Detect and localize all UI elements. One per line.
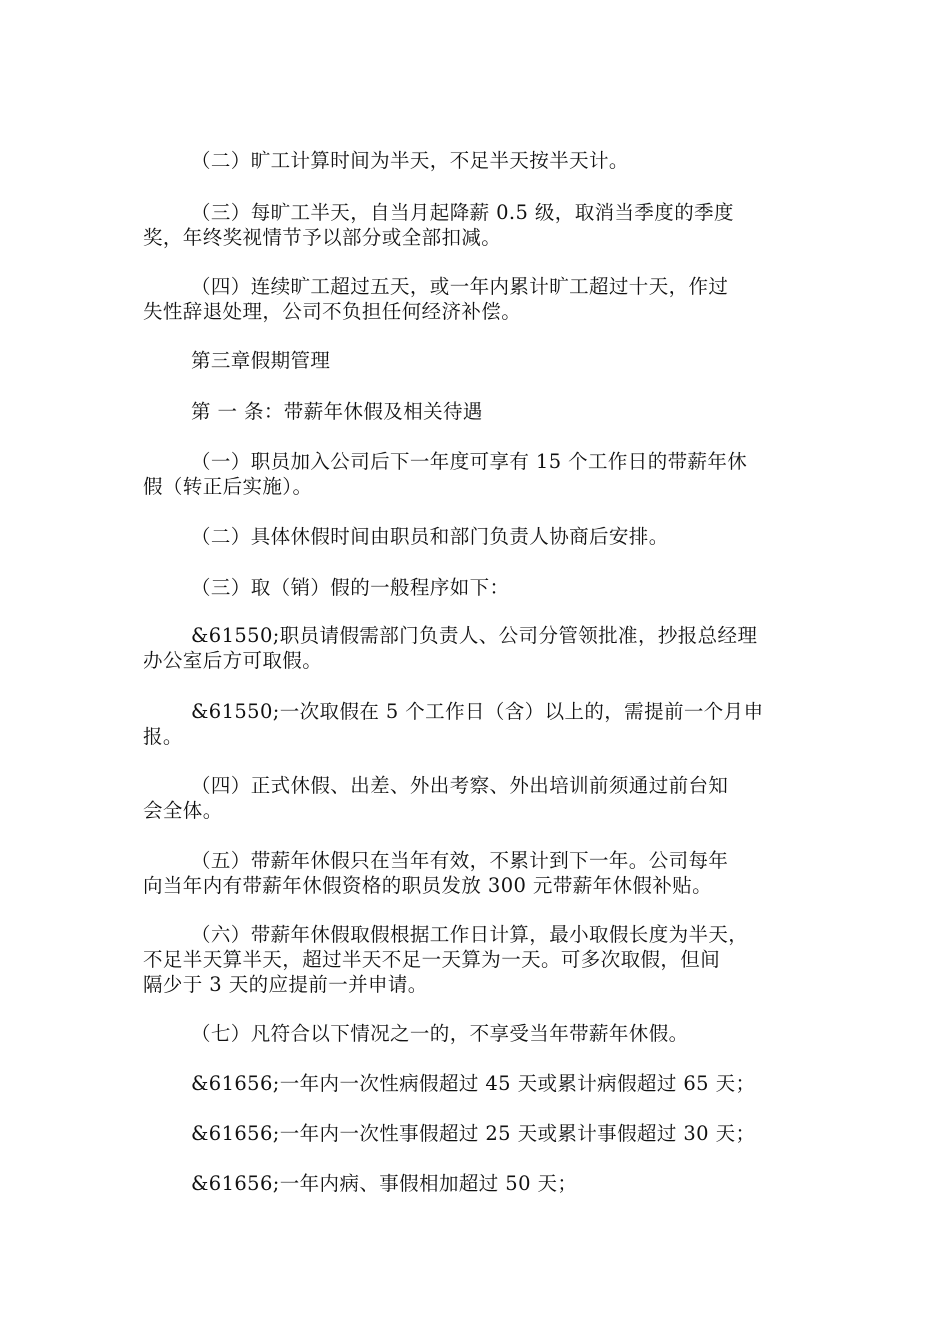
paragraph-line: （二）具体休假时间由职员和部门负责人协商后安排。 bbox=[191, 525, 669, 548]
paragraph-line: （五）带薪年休假只在当年有效，不累计到下一年。公司每年 bbox=[191, 849, 729, 872]
paragraph bbox=[143, 773, 813, 823]
paragraph bbox=[143, 274, 813, 324]
paragraph-line: （四）正式休假、出差、外出考察、外出培训前须通过前台知 bbox=[191, 774, 729, 797]
paragraph-line: &61550;一次取假在 5 个工作日（含）以上的，需提前一个月申 bbox=[191, 700, 764, 723]
list-item bbox=[143, 699, 813, 749]
paragraph-line: &61550;职员请假需部门负责人、公司分管领批准，抄报总经理 bbox=[191, 624, 758, 647]
list-item bbox=[143, 1071, 813, 1096]
paragraph-line: 第 一 条：带薪年休假及相关待遇 bbox=[191, 400, 483, 423]
paragraph-line: 失性辞退处理，公司不负担任何经济补偿。 bbox=[143, 300, 522, 323]
chapter-heading bbox=[143, 348, 813, 373]
paragraph bbox=[143, 575, 813, 600]
paragraph-line: （三）每旷工半天，自当月起降薪 0.5 级，取消当季度的季度 bbox=[191, 201, 734, 224]
list-item bbox=[143, 1121, 813, 1146]
paragraph-line: 会全体。 bbox=[143, 799, 223, 822]
list-item bbox=[143, 623, 813, 673]
paragraph-line: （一）职员加入公司后下一年度可享有 15 个工作日的带薪年休 bbox=[191, 450, 748, 473]
paragraph-line: （四）连续旷工超过五天，或一年内累计旷工超过十天，作过 bbox=[191, 275, 729, 298]
paragraph-line: &61656;一年内一次性事假超过 25 天或累计事假超过 30 天； bbox=[191, 1122, 756, 1145]
paragraph-line: 不足半天算半天，超过半天不足一天算为一天。可多次取假，但间 bbox=[143, 948, 721, 971]
paragraph bbox=[143, 524, 813, 549]
paragraph-line: 第三章假期管理 bbox=[191, 349, 331, 372]
paragraph-line: （二）旷工计算时间为半天，不足半天按半天计。 bbox=[191, 149, 629, 172]
paragraph-line: &61656;一年内病、事假相加超过 50 天； bbox=[191, 1172, 578, 1195]
paragraph-line: （三）取（销）假的一般程序如下： bbox=[191, 576, 510, 599]
paragraph-line: 假（转正后实施）。 bbox=[143, 475, 313, 498]
paragraph-line: 报。 bbox=[143, 725, 183, 748]
paragraph bbox=[143, 1021, 813, 1046]
paragraph bbox=[143, 200, 813, 250]
paragraph-line: （六）带薪年休假取假根据工作日计算，最小取假长度为半天， bbox=[191, 923, 749, 946]
paragraph bbox=[143, 922, 813, 997]
paragraph-line: 奖，年终奖视情节予以部分或全部扣减。 bbox=[143, 226, 502, 249]
paragraph bbox=[143, 449, 813, 499]
paragraph bbox=[143, 848, 813, 898]
list-item bbox=[143, 1171, 813, 1196]
paragraph-line: &61656;一年内一次性病假超过 45 天或累计病假超过 65 天； bbox=[191, 1072, 756, 1095]
paragraph-line: 隔少于 3 天的应提前一并申请。 bbox=[143, 973, 428, 996]
paragraph-line: （七）凡符合以下情况之一的，不享受当年带薪年休假。 bbox=[191, 1022, 689, 1045]
paragraph-line: 向当年内有带薪年休假资格的职员发放 300 元带薪年休假补贴。 bbox=[143, 874, 713, 897]
paragraph bbox=[143, 148, 813, 173]
paragraph-line: 办公室后方可取假。 bbox=[143, 649, 323, 672]
article-heading bbox=[143, 399, 813, 424]
